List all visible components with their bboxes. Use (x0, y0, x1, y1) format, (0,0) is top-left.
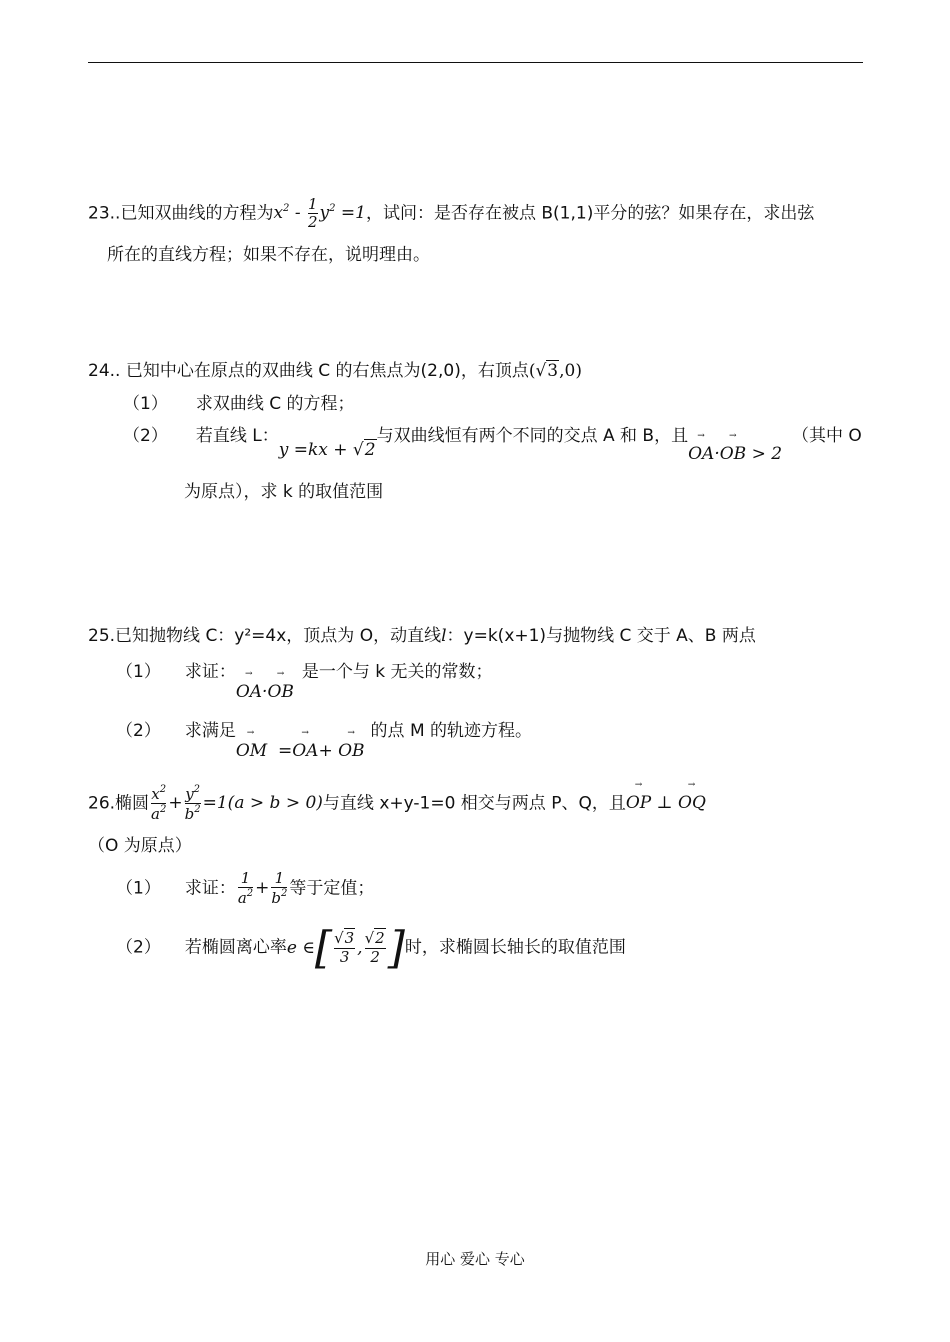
formula-reciprocal-sum: $\frac{1}{a^2}$ + $\frac{1}{b^2}$ (237, 869, 288, 908)
problem-24-sub2: （2） 若直线 L：y =kx + √2与双曲线恒有两个不同的交点 A 和 B，且→ OA·→ OB > 2（其中 O (123, 428, 862, 445)
formula-ellipse: $\frac{x^2}{a^2}$ + $\frac{y^2}{b^2}$ =1(a > b > 0) (151, 784, 323, 824)
problem-24-line1: 24.. 已知中心在原点的双曲线 C 的右焦点为(2,0)，右顶点(√3,0) (88, 361, 582, 381)
problem-26-line1: 26.椭圆 $\frac{x^2}{a^2}$ + $\frac{y^2}{b^2}$ =1(a > b > 0)与直线 x+y-1=0 相交与两点 P、Q，且→ OP ⊥ → OQ (88, 784, 706, 824)
formula-oa-ob: → OA·→ OB (236, 682, 294, 702)
problem-26-sub2: （2） 若椭圆离心率e ∈[ $\frac{√3}{3}$ , $\frac{√2}{2}$ ]时，求椭圆长轴长的取值范围 (116, 922, 626, 973)
problem-24-sub2-line2: 为原点），求 k 的取值范围 (184, 482, 384, 502)
formula-dot-product: → OA·→ OB > 2 (688, 444, 782, 464)
problem-24-sub1: （1） 求双曲线 C 的方程； (123, 394, 355, 414)
problem-23-line1: 23..已知双曲线的方程为$x^2$ - $\frac{1}{2}$ $y^2 =1$，试问：是否存在被点 B(1,1)平分的弦？如果存在，求出弦 (88, 195, 815, 232)
formula-l: l (441, 626, 447, 646)
problem-25-line1: 25.已知抛物线 C：y²=4x，顶点为 O，动直线l：y=k(x+1)与抛物线 C 交于 A、B 两点 (88, 626, 756, 646)
formula-vertex: (√3,0) (528, 361, 582, 381)
formula-hyperbola: $x^2$ - $\frac{1}{2}$ $y^2 =1$ (273, 195, 366, 232)
problem-26-sub1: （1） 求证： $\frac{1}{a^2}$ + $\frac{1}{b^2}$ 等于定值； (116, 869, 375, 908)
formula-eccentricity: e ∈[ $\frac{√3}{3}$ , $\frac{√2}{2}$ ] (286, 922, 405, 973)
problem-26-line2: （O 为原点） (88, 836, 192, 856)
formula-om: → OM =→ OA+ → OB (236, 741, 365, 761)
page-footer: 用心 爱心 专心 (425, 1250, 525, 1268)
problem-23-line2: 所在的直线方程；如果不存在，说明理由。 (107, 245, 430, 265)
formula-line-l: y =kx + √2 (278, 440, 376, 460)
header-rule (88, 62, 863, 63)
formula-perpendicular: → OP ⊥ → OQ (626, 793, 706, 813)
problem-25-sub1: （1） 求证：→ OA·→ OB是一个与 k 无关的常数； (116, 664, 493, 681)
problem-25-sub2: （2） 求满足→ OM =→ OA+ → OB的点 M 的轨迹方程。 (116, 723, 532, 740)
